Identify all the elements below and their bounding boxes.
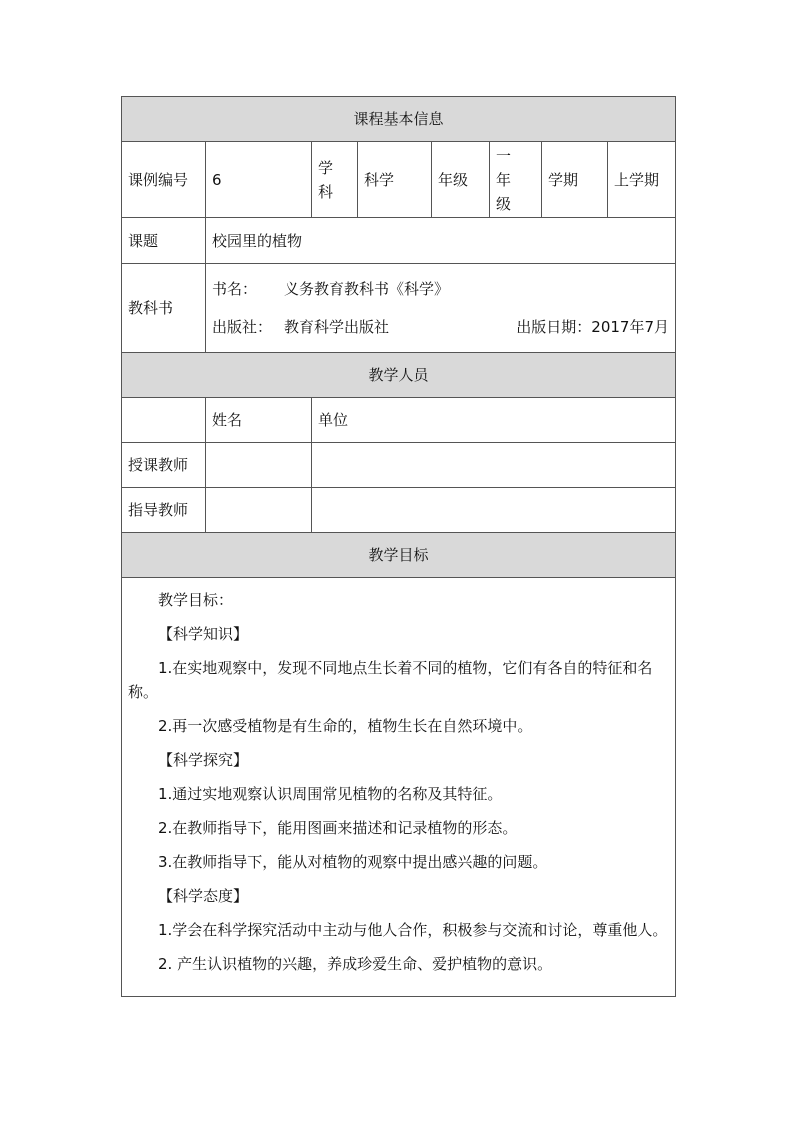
grade-value: 一 年 级 xyxy=(490,142,542,218)
teacher-label: 授课教师 xyxy=(122,443,206,488)
publisher-label: 出版社： xyxy=(212,318,273,336)
case-no-label: 课例编号 xyxy=(122,142,206,218)
list-item: 2. 产生认识植物的兴趣，养成珍爱生命、爱护植物的意识。 xyxy=(158,955,553,973)
topic-label: 课题 xyxy=(122,218,206,264)
list-item: 1.学会在科学探究活动中主动与他人合作，积极参与交流和讨论，尊重他人。 xyxy=(158,921,668,939)
list-item: 1.在实地观察中，发现不同地点生长着不同的植物，它们有各自的特征和名称。 xyxy=(128,659,653,701)
guide-name xyxy=(206,488,312,533)
list-item: 3.在教师指导下，能从对植物的观察中提出感兴趣的问题。 xyxy=(158,853,548,871)
publisher-line xyxy=(212,315,669,339)
pub-date-label: 出版日期： xyxy=(516,318,592,336)
case-no-value: 6 xyxy=(206,142,312,218)
pub-date-value: 2017年7月 xyxy=(591,318,670,336)
table-row xyxy=(122,142,676,218)
section-title-goals: 教学目标 xyxy=(122,533,676,578)
subject-value: 科学 xyxy=(358,142,432,218)
teacher-unit xyxy=(312,443,676,488)
list-item: 1.通过实地观察认识周围常见植物的名称及其特征。 xyxy=(158,785,503,803)
table-row xyxy=(122,398,676,443)
lesson-info-table xyxy=(121,96,676,997)
textbook-details xyxy=(206,264,676,353)
textbook-label: 教科书 xyxy=(122,264,206,353)
section-title-basic-info: 课程基本信息 xyxy=(122,97,676,142)
book-name-line xyxy=(212,277,669,301)
name-header: 姓名 xyxy=(206,398,312,443)
table-row xyxy=(122,218,676,264)
list-item: 2.再一次感受植物是有生命的，植物生长在自然环境中。 xyxy=(158,717,533,735)
topic-value: 校园里的植物 xyxy=(206,218,676,264)
section-title-staff: 教学人员 xyxy=(122,353,676,398)
list-item: 2.在教师指导下，能用图画来描述和记录植物的形态。 xyxy=(158,819,518,837)
grade-label: 年级 xyxy=(432,142,490,218)
inquiry-heading: 【科学探究】 xyxy=(158,751,249,769)
term-value: 上学期 xyxy=(608,142,676,218)
goals-intro: 教学目标： xyxy=(158,591,234,609)
subject-label: 学 科 xyxy=(312,142,358,218)
teacher-name xyxy=(206,443,312,488)
book-name-label: 书名： xyxy=(212,280,258,298)
teaching-goals xyxy=(122,578,676,997)
knowledge-heading: 【科学知识】 xyxy=(158,625,249,643)
unit-header: 单位 xyxy=(312,398,676,443)
guide-label: 指导教师 xyxy=(122,488,206,533)
table-row xyxy=(122,488,676,533)
publisher-value: 教育科学出版社 xyxy=(284,318,390,336)
staff-corner-cell xyxy=(122,398,206,443)
book-name-value: 义务教育教科书《科学》 xyxy=(284,280,450,298)
term-label: 学期 xyxy=(542,142,608,218)
table-row xyxy=(122,443,676,488)
table-row xyxy=(122,264,676,353)
attitude-heading: 【科学态度】 xyxy=(158,887,249,905)
guide-unit xyxy=(312,488,676,533)
